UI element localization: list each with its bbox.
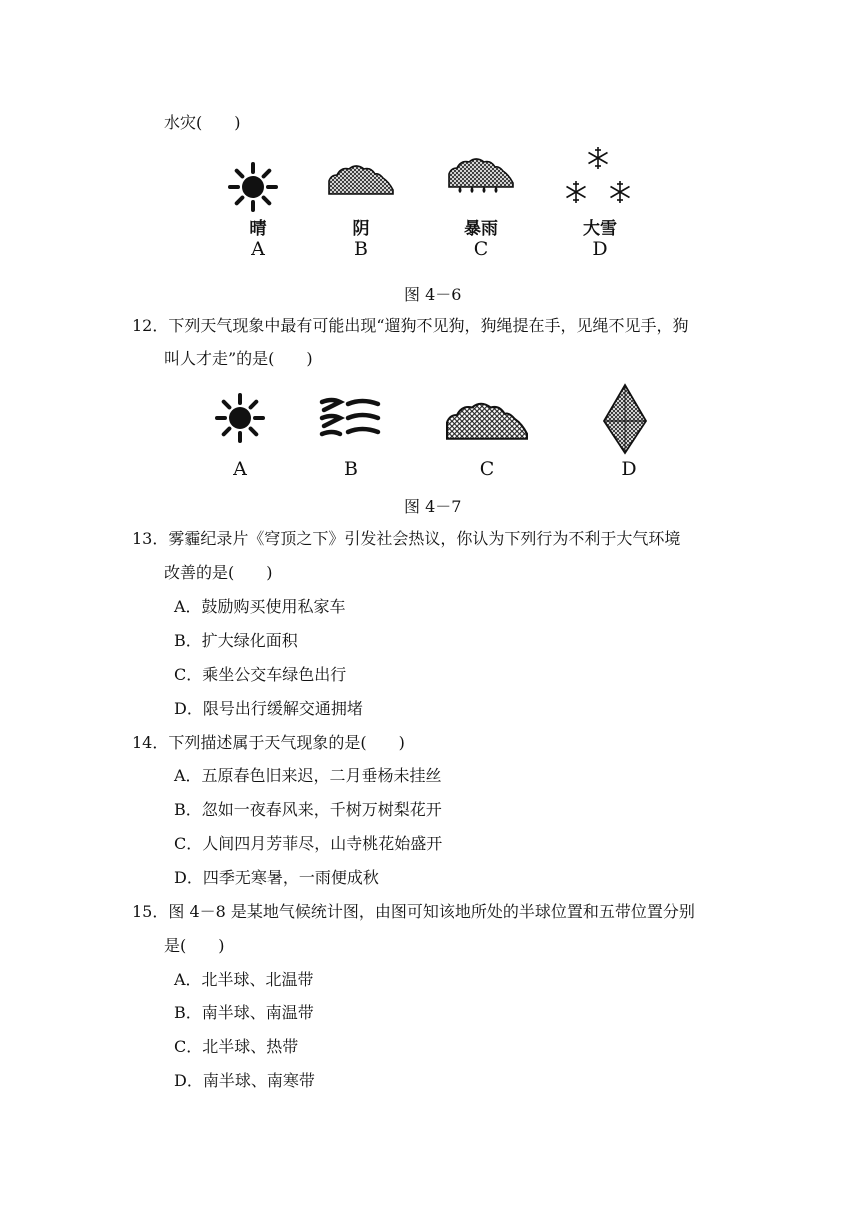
option-d-letter: D	[621, 458, 637, 480]
rainstorm-icon	[448, 156, 514, 196]
option-c-letter: C	[473, 238, 489, 260]
option-c-label: 暴雨	[464, 219, 498, 239]
option-c: C．乘坐公交车绿色出行	[174, 665, 347, 684]
question-11-tail: 水灾( )	[164, 113, 241, 132]
option-a-letter: A	[251, 238, 265, 260]
option-b: B．南半球、南温带	[174, 1003, 314, 1022]
sun-icon	[213, 391, 267, 445]
question-14-text: 14．下列描述属于天气现象的是( )	[132, 733, 405, 752]
question-12-text-cont: 叫人才走”的是( )	[164, 349, 313, 368]
figure-caption: 图 4－6	[404, 285, 462, 304]
option-d: D．限号出行缓解交通拥堵	[174, 699, 363, 718]
option-b: B．忽如一夜春风来，千树万树梨花开	[174, 800, 442, 819]
option-b-letter: B	[344, 458, 358, 480]
option-c-letter: C	[479, 458, 495, 480]
fog-icon	[318, 396, 384, 444]
question-15-text-cont: 是( )	[164, 936, 225, 955]
option-b-letter: B	[354, 238, 368, 260]
snow-icon	[560, 144, 640, 210]
option-c: C．北半球、热带	[174, 1037, 299, 1056]
sun-icon	[226, 160, 280, 214]
question-13-text-cont: 改善的是( )	[164, 563, 273, 582]
option-c: C．人间四月芳菲尽，山寺桃花始盛开	[174, 834, 443, 853]
option-a: A．北半球、北温带	[174, 970, 314, 989]
question-13-text: 13．雾霾纪录片《穹顶之下》引发社会热议，你认为下列行为不利于大气环境	[132, 529, 681, 548]
option-b: B．扩大绿化面积	[174, 631, 298, 650]
figure-caption: 图 4－7	[404, 497, 462, 516]
option-d-letter: D	[592, 238, 608, 260]
cloud-icon	[447, 400, 531, 440]
option-d-label: 大雪	[583, 219, 617, 239]
question-15-text: 15．图 4－8 是某地气候统计图，由图可知该地所处的半球位置和五带位置分别	[132, 902, 695, 921]
option-a: A．五原春色旧来迟，二月垂杨未挂丝	[174, 766, 442, 785]
question-12-text: 12．下列天气现象中最有可能出现“遛狗不见狗，狗绳提在手，见绳不见手，狗	[132, 316, 689, 335]
cloud-icon	[328, 162, 394, 196]
option-a-label: 晴	[249, 219, 267, 239]
option-a-letter: A	[233, 458, 247, 480]
option-b-label: 阴	[352, 219, 370, 239]
option-a: A．鼓励购买使用私家车	[174, 597, 346, 616]
option-d: D．四季无寒暑，一雨便成秋	[174, 868, 379, 887]
option-d: D．南半球、南寒带	[174, 1071, 315, 1090]
hail-icon	[602, 383, 648, 455]
